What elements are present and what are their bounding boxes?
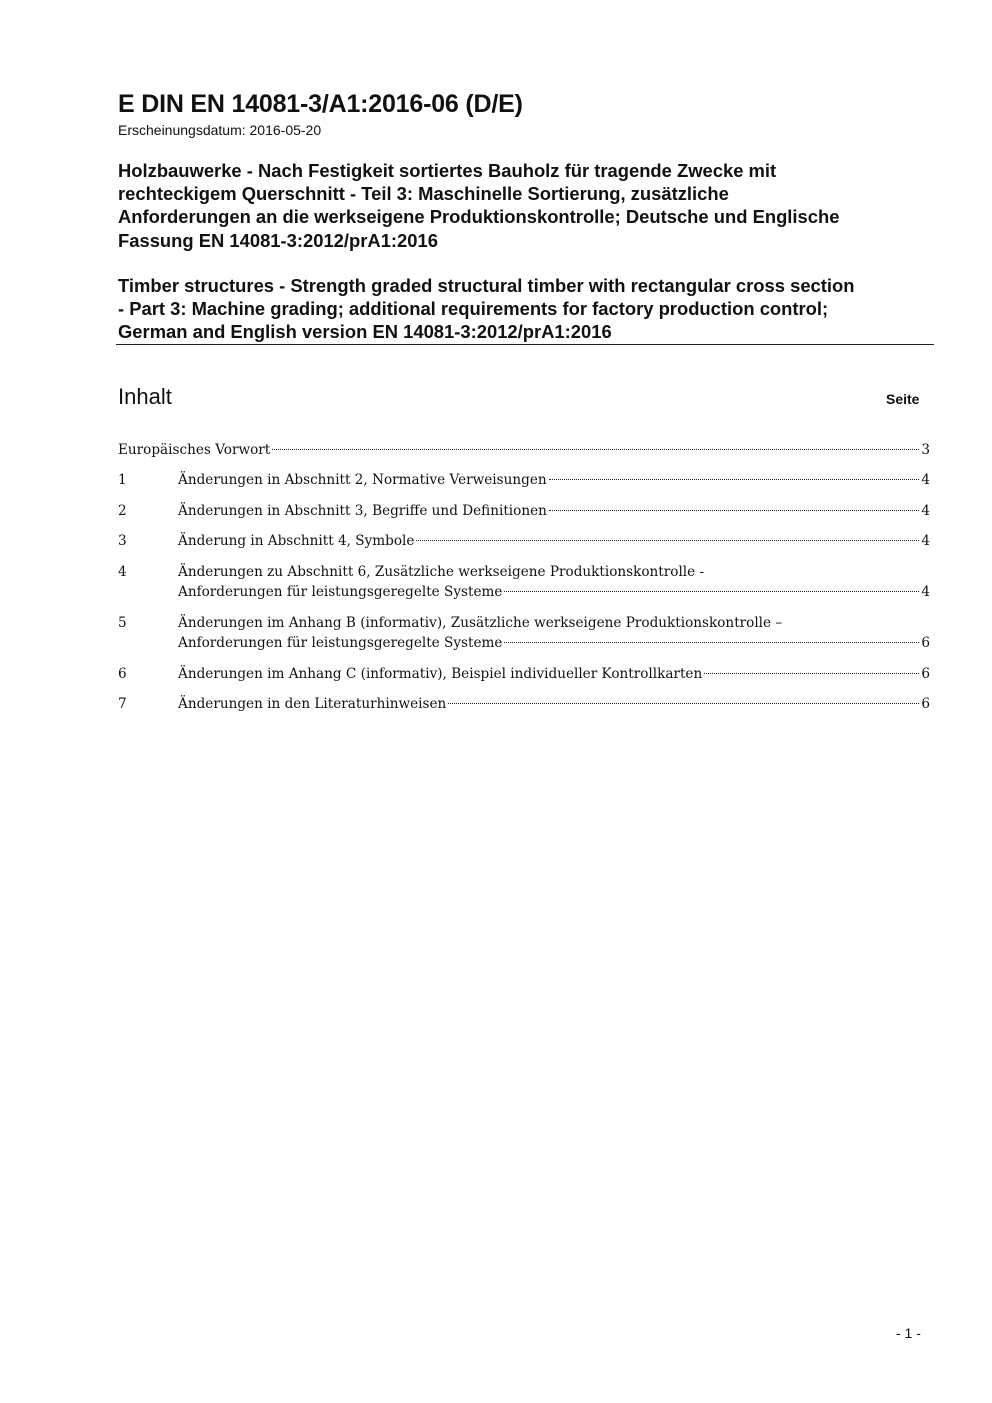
toc-leader-dots — [504, 591, 919, 592]
german-title — [118, 159, 933, 252]
toc-entry-title[interactable]: Anforderungen für leistungsgeregelte Systeme — [178, 584, 503, 600]
toc-entry-number: 7 — [118, 696, 127, 712]
toc-entry-page: 4 — [921, 503, 930, 519]
toc-entry-title[interactable]: Änderung in Abschnitt 4, Symbole — [178, 533, 415, 549]
toc-entry-number: 2 — [118, 503, 127, 519]
toc-entry-number: 5 — [118, 615, 127, 631]
german-title-line: rechteckigem Querschnitt - Teil 3: Maschinelle Sortierung, zusätzliche — [118, 183, 729, 205]
toc-entry-title[interactable]: Änderungen in Abschnitt 3, Begriffe und Definitionen — [178, 503, 547, 519]
english-title — [118, 274, 933, 344]
toc-entry-number: 1 — [118, 472, 127, 488]
toc-entry-title-line1[interactable]: Änderungen zu Abschnitt 6, Zusätzliche werkseigene Produktionskontrolle - — [178, 564, 705, 580]
toc-entry-page: 6 — [921, 635, 930, 651]
english-title-line: German and English version EN 14081-3:2012/prA1:2016 — [118, 321, 612, 343]
toc-entry-title[interactable]: Europäisches Vorwort — [118, 442, 271, 458]
toc-leader-dots — [504, 642, 919, 643]
toc-entry-number: 3 — [118, 533, 127, 549]
title-divider — [116, 344, 934, 345]
german-title-line: Fassung EN 14081-3:2012/prA1:2016 — [118, 229, 438, 251]
toc-leader-dots — [549, 479, 920, 480]
english-title-line: - Part 3: Machine grading; additional requirements for factory production control; — [118, 298, 829, 320]
german-title-line: Holzbauwerke - Nach Festigkeit sortiertes Bauholz für tragende Zwecke mit — [118, 160, 777, 181]
toc-entry-page: 3 — [921, 442, 930, 458]
toc-entry-title-line1[interactable]: Änderungen im Anhang B (informativ), Zusätzliche werkseigene Produktionskontrolle – — [178, 615, 783, 631]
toc-entry-title[interactable]: Änderungen in den Literaturhinweisen — [178, 696, 447, 712]
german-title-line: Anforderungen an die werkseigene Produktionskontrolle; Deutsche und Englische — [118, 206, 840, 228]
page-number: - 1 - — [896, 1325, 921, 1341]
toc-leader-dots — [704, 673, 919, 674]
toc-entry-title[interactable]: Anforderungen für leistungsgeregelte Systeme — [178, 635, 503, 651]
toc-heading: Inhalt — [118, 384, 172, 409]
toc-leader-dots — [416, 540, 919, 541]
toc-entry-page: 4 — [921, 584, 930, 600]
toc-leader-dots — [549, 510, 919, 511]
publication-date: Erscheinungsdatum: 2016-05-20 — [118, 122, 322, 138]
toc-leader-dots — [448, 703, 919, 704]
toc-leader-dots — [272, 449, 919, 450]
toc-entry-number: 6 — [118, 666, 127, 682]
toc-entry-title[interactable]: Änderungen im Anhang C (informativ), Beispiel individueller Kontrollkarten — [178, 666, 703, 682]
toc-entry-page: 6 — [921, 696, 930, 712]
english-title-line: Timber structures - Strength graded structural timber with rectangular cross section — [118, 275, 855, 296]
toc-page-column-label: Seite — [886, 391, 920, 407]
toc-entry-page: 6 — [921, 666, 930, 682]
toc-entry-page: 4 — [921, 472, 930, 488]
toc-entry-page: 4 — [921, 533, 930, 549]
toc-entry-number: 4 — [118, 564, 127, 580]
document-id: E DIN EN 14081-3/A1:2016-06 (D/E) — [118, 90, 523, 118]
toc-entry-title[interactable]: Änderungen in Abschnitt 2, Normative Verweisungen — [178, 472, 547, 488]
